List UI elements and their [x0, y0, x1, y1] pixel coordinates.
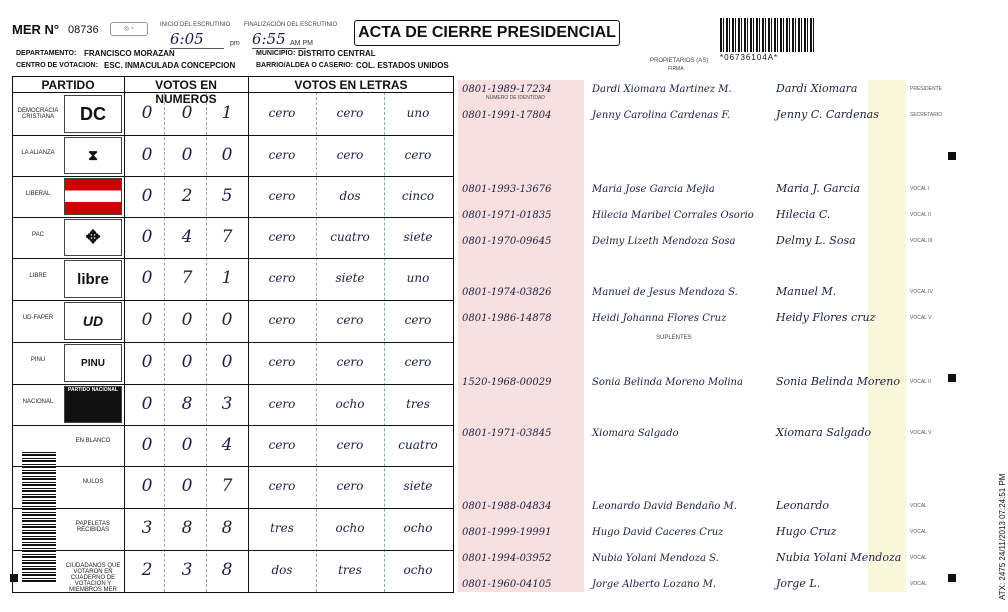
mer-number: 08736 — [68, 24, 99, 36]
vote-digit: 0 — [141, 310, 153, 330]
col-partido-header: PARTIDO — [41, 78, 95, 92]
member-name: Dardi Xiomara Martinez M. — [592, 84, 732, 95]
party-logo-icon: DC — [64, 95, 122, 133]
vote-digit: 0 — [181, 434, 193, 455]
vote-word: cero — [268, 355, 296, 369]
member-signature: Hugo Cruz — [776, 525, 837, 538]
vote-digit: 0 — [181, 310, 193, 330]
vote-digit: 1 — [221, 268, 233, 288]
vote-word: ocho — [403, 521, 433, 535]
logo-icon: ◎ ~ — [110, 22, 148, 36]
member-id: 0801-1994-03952 — [462, 553, 552, 564]
party-name: LA ALIANZA — [21, 149, 55, 156]
side-barcode-image — [22, 452, 56, 582]
vote-digit: 4 — [181, 226, 193, 247]
member-signature: Leonardo — [776, 499, 830, 512]
vote-digit: 0 — [181, 144, 193, 165]
vote-word: uno — [406, 106, 430, 120]
vote-digit: 8 — [181, 518, 193, 538]
member-id: 0801-1986-14878 — [462, 313, 552, 324]
member-id: 0801-1999-19991 — [462, 527, 552, 538]
vote-word: cuatro — [398, 437, 438, 452]
id-column-label: NUMERO DE IDENTIDAD — [486, 95, 545, 101]
member-name: Hugo David Caceres Cruz — [592, 527, 724, 538]
vote-word: cero — [336, 313, 364, 327]
vote-word: cero — [268, 313, 296, 327]
vote-digit: 0 — [181, 476, 193, 496]
member-signature: Dardi Xiomara — [776, 82, 858, 95]
barrio-label: BARRIO/ALDEA O CASERIO: — [256, 62, 353, 69]
member-signature: Maria J. Garcia — [776, 182, 861, 195]
member-id: 0801-1993-13676 — [462, 184, 552, 195]
vote-word: siete — [335, 271, 365, 285]
member-signature: Nubia Yolani Mendoza — [776, 551, 902, 564]
member-signature: Jenny C. Cardenas — [776, 108, 879, 121]
party-name: CIUDADANOS QUE VOTARON EN CUADERNO DE VOTACION Y MIEMBROS MER — [65, 563, 121, 593]
member-signature: Delmy L. Sosa — [776, 234, 856, 247]
propietarios-sub: FIRMA — [668, 66, 684, 72]
vote-digit: 0 — [141, 268, 153, 288]
vote-digit: 3 — [181, 560, 193, 580]
vote-word: cinco — [401, 188, 435, 203]
vote-word: cero — [268, 396, 296, 411]
member-name: Xiomara Salgado — [592, 428, 679, 439]
registration-mark — [948, 152, 956, 160]
member-id: 0801-1970-09645 — [462, 236, 552, 247]
party-name: EN BLANCO — [75, 437, 111, 444]
member-role: VOCAL III — [910, 238, 933, 244]
member-name: Sonia Belinda Moreno Molina — [592, 377, 743, 388]
vote-digit: 4 — [221, 434, 233, 455]
vote-digit: 8 — [181, 393, 193, 414]
centro-label: CENTRO DE VOTACION: — [16, 62, 98, 69]
vote-digit: 3 — [221, 393, 233, 414]
registration-mark — [948, 574, 956, 582]
party-name: PINU — [30, 357, 46, 363]
vote-word: cero — [268, 188, 296, 203]
vote-word: cero — [268, 229, 296, 244]
party-logo-icon — [64, 178, 122, 215]
vote-digit: 8 — [221, 518, 233, 538]
row-divider — [12, 176, 454, 177]
vote-digit: 0 — [221, 310, 233, 330]
fin-suffix: AM PM — [290, 40, 313, 47]
party-name: PAPELETAS RECIBIDAS — [75, 521, 111, 533]
role-column-bg — [868, 80, 906, 592]
member-id: 0801-1971-03845 — [462, 428, 552, 439]
vote-word: cero — [336, 437, 364, 452]
vote-digit: 8 — [221, 560, 233, 580]
member-name: Leonardo David Bendaño M. — [592, 501, 737, 512]
member-role: VOCAL II — [910, 212, 931, 218]
party-name: UD-FAPER — [22, 315, 54, 321]
vote-word: siete — [403, 479, 433, 493]
vote-word: siete — [403, 229, 433, 244]
member-name: Heidi Johanna Flores Cruz — [592, 313, 727, 324]
vote-word: uno — [406, 271, 430, 285]
member-signature: Manuel M. — [776, 285, 837, 298]
departamento-label: DEPARTAMENTO: — [16, 50, 77, 57]
id-column-bg — [458, 80, 584, 592]
barcode-text: *06736104A* — [720, 53, 779, 62]
vote-word: dos — [339, 188, 361, 203]
vote-word: ocho — [335, 396, 365, 411]
side-stamp: ATX: 2475 24/11/2013 07:24:51 PM — [998, 473, 1007, 600]
vote-digit: 1 — [221, 103, 233, 123]
party-logo-icon: UD — [64, 302, 122, 340]
row-divider — [12, 550, 454, 551]
centro-value: ESC. INMACULADA CONCEPCION — [104, 61, 236, 70]
fin-time: 6:55 — [252, 30, 306, 49]
member-role: VOCAL — [910, 529, 927, 535]
barrio-value: COL. ESTADOS UNIDOS — [356, 61, 449, 70]
member-role: VOCAL — [910, 503, 927, 509]
member-name: Maria Jose Garcia Mejia — [592, 184, 715, 195]
inicio-label: INICIO DEL ESCRUTINIO — [160, 22, 231, 28]
vote-word: cero — [336, 147, 364, 162]
suplentes-label: SUPLENTES — [656, 335, 692, 341]
vote-digit: 0 — [141, 144, 153, 165]
barcode-image — [720, 18, 816, 52]
vote-word: ocho — [335, 521, 365, 535]
party-name: LIBRE — [29, 273, 47, 279]
member-role: VOCAL V — [910, 315, 932, 321]
member-role: SECRETARIO — [910, 112, 943, 118]
party-name: PAC — [32, 231, 44, 238]
party-name: LIBERAL — [25, 190, 51, 197]
member-id: 0801-1960-04105 — [462, 579, 552, 590]
member-signature: Jorge L. — [776, 577, 821, 590]
vote-word: cero — [268, 106, 296, 120]
row-divider — [12, 300, 454, 301]
vote-word: ocho — [403, 563, 433, 577]
party-logo-icon: PINU — [64, 344, 122, 382]
member-signature: Hilecia C. — [776, 208, 831, 221]
party-name: NACIONAL — [22, 398, 54, 405]
member-role: VOCAL V — [910, 430, 932, 436]
municipio-value: DISTRITO CENTRAL — [298, 49, 376, 58]
vote-word: tres — [338, 563, 362, 577]
vote-digit: 7 — [221, 226, 233, 247]
row-divider — [12, 425, 454, 426]
vote-word: tres — [270, 521, 294, 535]
vote-word: cero — [268, 147, 296, 162]
inicio-suffix: pm — [230, 40, 240, 47]
vote-digit: 0 — [141, 434, 153, 455]
member-role: VOCAL — [910, 581, 927, 587]
vote-word: cero — [336, 106, 364, 120]
vote-word: cero — [336, 355, 364, 369]
vote-digit: 0 — [181, 352, 193, 372]
member-role: PRESIDENTE — [910, 86, 942, 92]
party-logo-icon: PARTIDO NACIONAL — [64, 386, 122, 423]
member-role: VOCAL II — [910, 379, 931, 385]
municipio-label: MUNICIPIO: — [256, 50, 296, 57]
vote-digit: 0 — [141, 393, 153, 414]
registration-mark — [948, 374, 956, 382]
vote-digit: 7 — [181, 268, 193, 288]
member-name: Manuel de Jesus Mendoza S. — [592, 287, 738, 298]
col-numeros-header: VOTOS EN NUMEROS — [155, 78, 217, 106]
col-letras-header: VOTOS EN LETRAS — [294, 78, 408, 92]
member-role: VOCAL — [910, 555, 927, 561]
row-divider — [12, 466, 454, 467]
document-title: ACTA DE CIERRE PRESIDENCIAL — [354, 20, 620, 46]
party-logo-icon: ⧗ — [64, 137, 122, 174]
member-name: Hilecia Maribel Corrales Osorio — [592, 210, 754, 221]
row-divider — [12, 258, 454, 259]
party-name: NULOS — [82, 479, 104, 485]
row-divider — [12, 135, 454, 136]
vote-word: dos — [271, 563, 293, 577]
member-signature: Xiomara Salgado — [776, 426, 872, 439]
party-logo-icon: ✥ — [64, 219, 122, 256]
registration-mark — [10, 574, 18, 582]
member-name: Jenny Carolina Cardenas F. — [592, 110, 731, 121]
vote-word: cero — [268, 479, 296, 493]
vote-digit: 7 — [221, 476, 233, 496]
member-role: VOCAL IV — [910, 289, 933, 295]
party-name: DEMOCRACIA CRISTIANA — [17, 108, 59, 120]
vote-digit: 5 — [221, 185, 233, 206]
vote-digit: 2 — [181, 185, 193, 206]
member-id: 0801-1971-01835 — [462, 210, 552, 221]
vote-digit: 0 — [141, 476, 153, 496]
vote-digit: 0 — [221, 352, 233, 372]
vote-word: cero — [268, 437, 296, 452]
row-divider — [12, 384, 454, 385]
vote-word: cero — [404, 313, 432, 327]
vote-word: cero — [268, 271, 296, 285]
row-divider — [12, 217, 454, 218]
mer-label: MER N° — [12, 22, 60, 37]
vote-word: cuatro — [330, 229, 370, 244]
party-logo-icon: libre — [64, 260, 122, 298]
departamento-value: FRANCISCO MORAZAN — [84, 49, 175, 58]
vote-digit: 0 — [141, 352, 153, 372]
member-name: Nubia Yolani Mendoza S. — [592, 553, 719, 564]
vote-digit: 0 — [141, 226, 153, 247]
vote-digit: 0 — [181, 103, 193, 123]
fin-label: FINALIZACIÓN DEL ESCRUTINIO — [244, 22, 338, 28]
member-signature: Heidy Flores cruz — [776, 311, 876, 324]
vote-word: cero — [336, 479, 364, 493]
vote-word: cero — [404, 355, 432, 369]
vote-digit: 2 — [141, 560, 153, 580]
member-name: Jorge Alberto Lozano M. — [592, 579, 716, 590]
row-divider — [12, 342, 454, 343]
inicio-time: 6:05 — [170, 30, 224, 49]
vote-digit: 0 — [221, 144, 233, 165]
member-name: Delmy Lizeth Mendoza Sosa — [592, 236, 736, 247]
member-id: 0801-1974-03826 — [462, 287, 552, 298]
member-id: 0801-1989-17234 — [462, 84, 552, 95]
propietarios-label: PROPIETARIOS (AS) — [650, 58, 709, 64]
vote-digit: 0 — [141, 185, 153, 206]
member-signature: Sonia Belinda Moreno — [776, 375, 900, 388]
vote-digit: 3 — [141, 518, 153, 538]
member-id: 0801-1988-04834 — [462, 501, 552, 512]
member-id: 1520-1968-00029 — [462, 377, 552, 388]
row-divider — [12, 508, 454, 509]
vote-digit: 0 — [141, 103, 153, 123]
vote-word: tres — [406, 396, 430, 411]
member-id: 0801-1991-17804 — [462, 110, 552, 121]
vote-word: cero — [404, 147, 432, 162]
member-role: VOCAL I — [910, 186, 930, 192]
